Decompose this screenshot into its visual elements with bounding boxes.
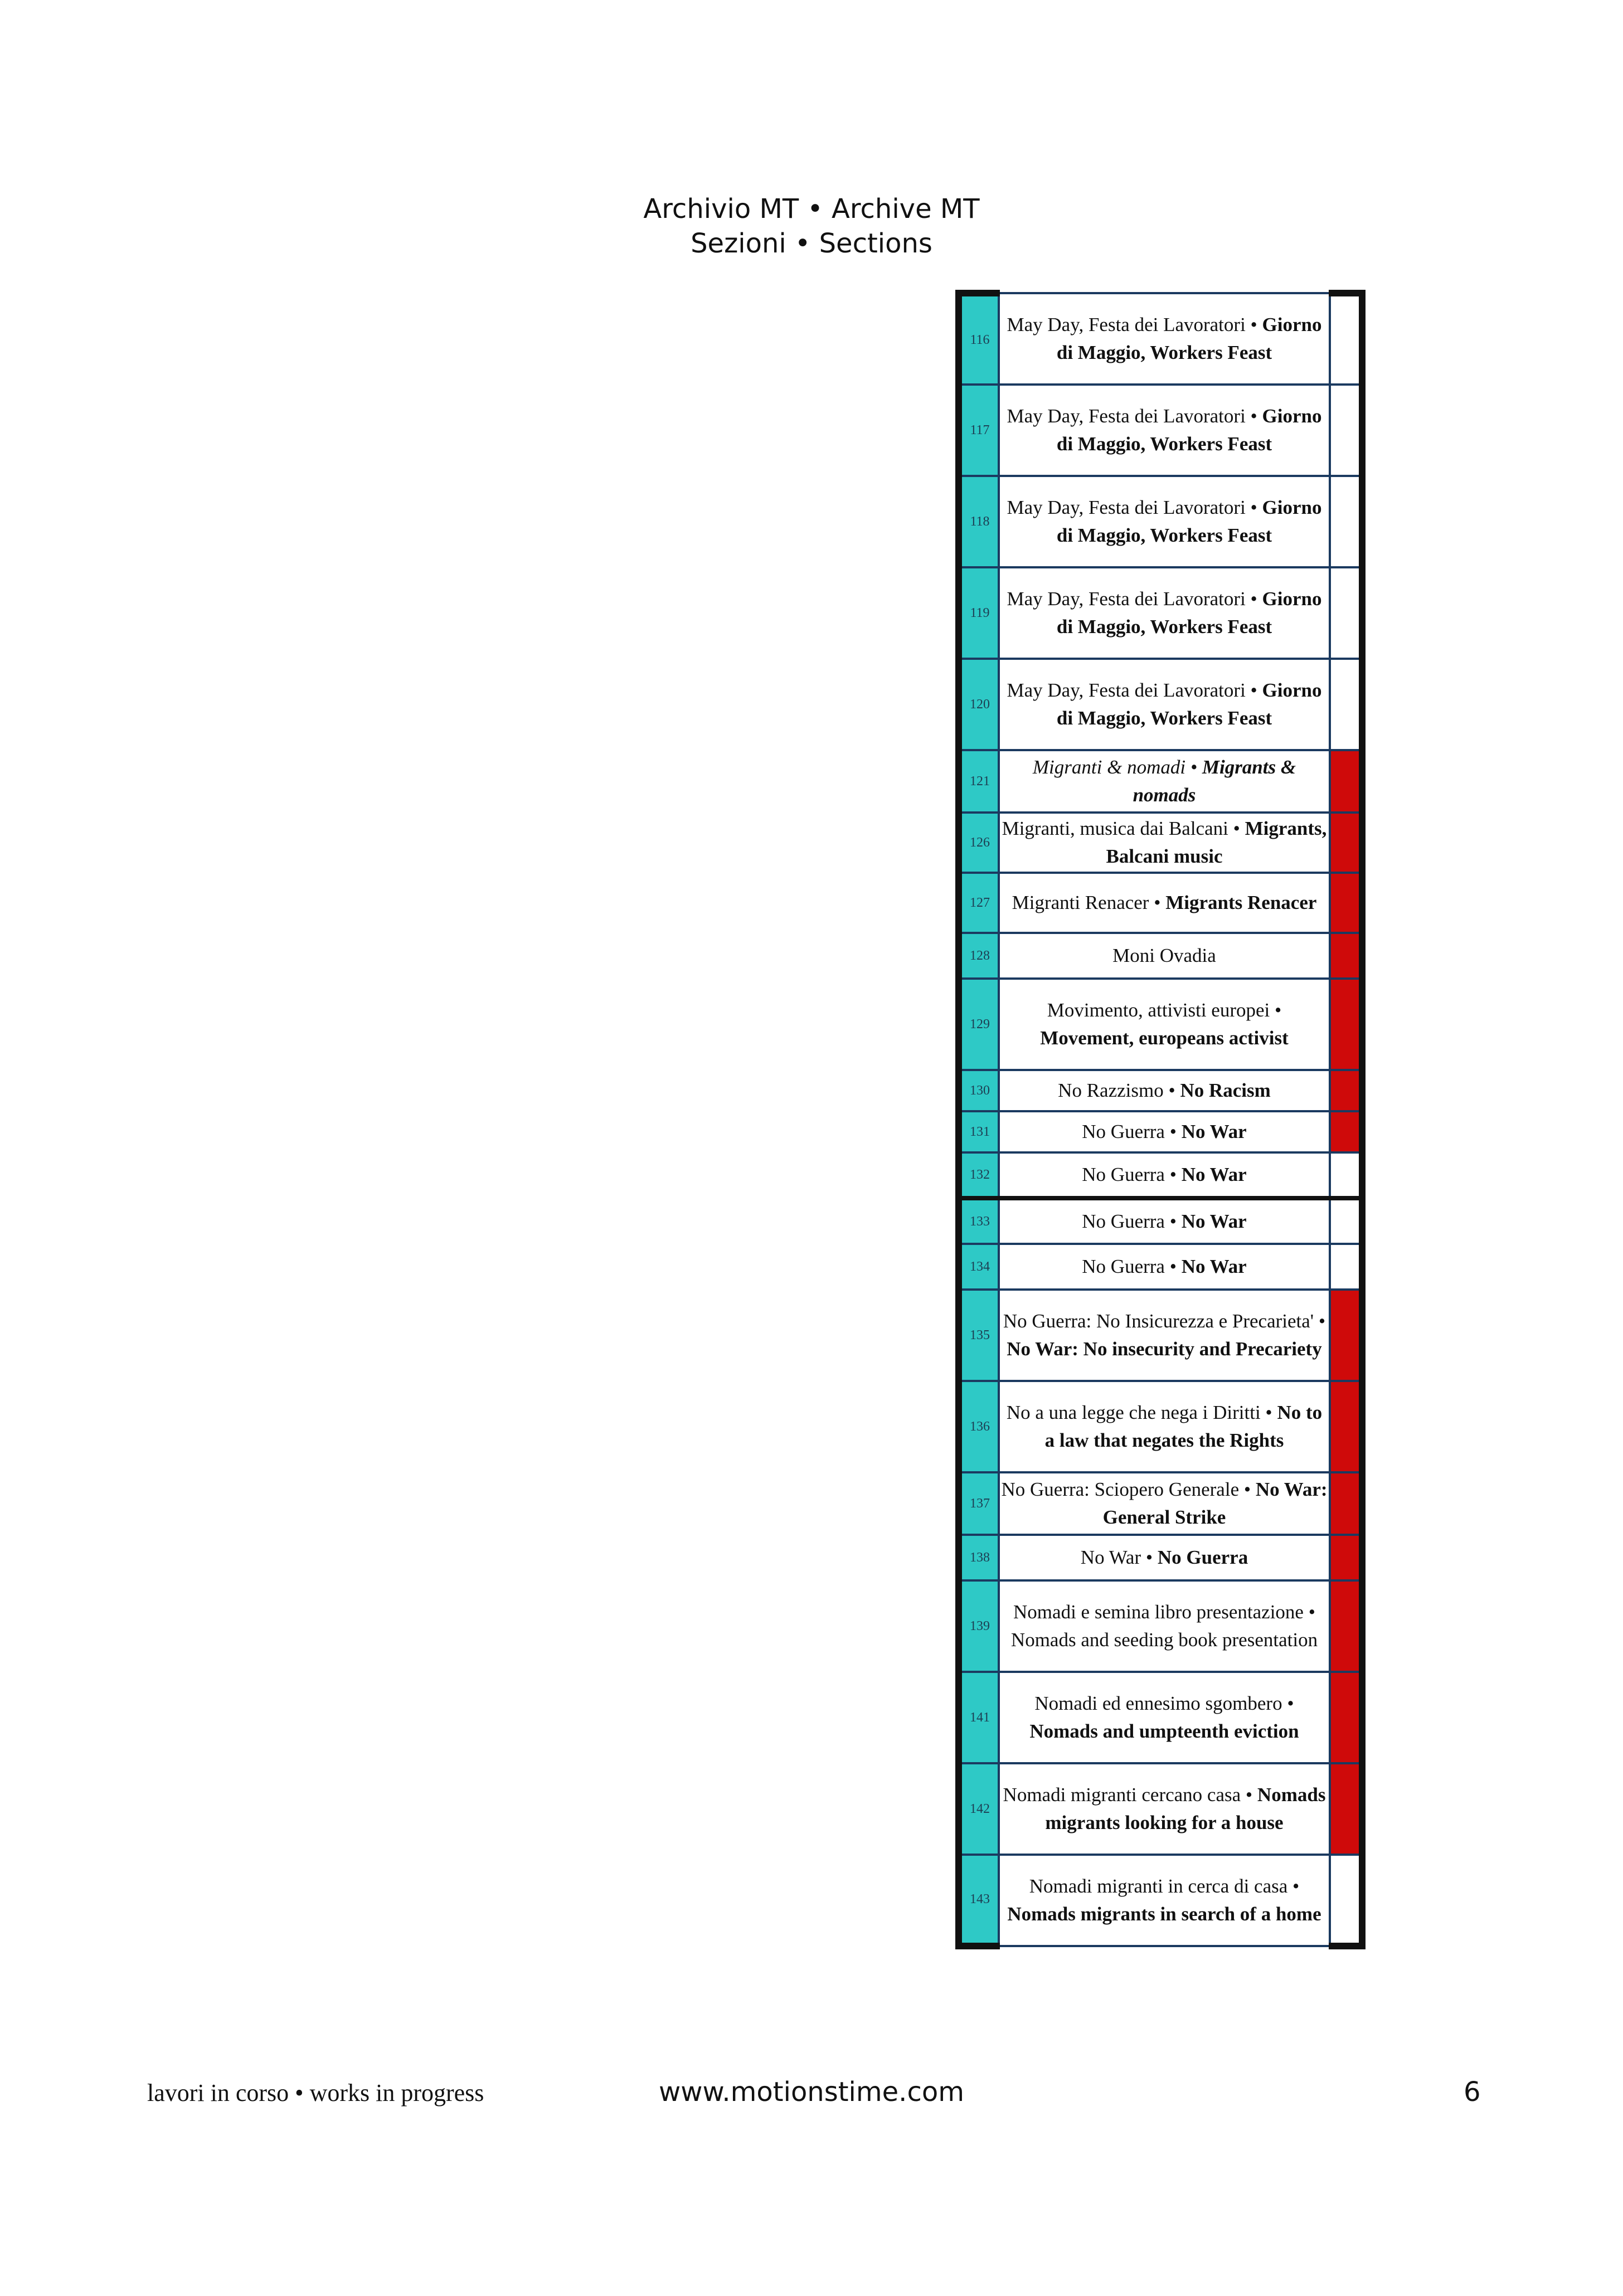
table-row bbox=[959, 873, 1362, 933]
section-number: 132 bbox=[959, 1152, 999, 1198]
section-title-italian: No Razzismo • bbox=[1058, 1079, 1180, 1101]
table-row bbox=[959, 1672, 1362, 1763]
table-row bbox=[959, 1580, 1362, 1672]
footer-website: www.motionstime.com bbox=[659, 2076, 964, 2108]
table-row bbox=[959, 1152, 1362, 1198]
section-number: 138 bbox=[959, 1535, 999, 1580]
section-title-italian: May Day, Festa dei Lavoratori • bbox=[1007, 588, 1262, 610]
section-number: 118 bbox=[959, 476, 999, 567]
table-row bbox=[959, 1535, 1362, 1580]
section-title-english: Migrants, Balcani music bbox=[1106, 818, 1327, 867]
section-title bbox=[999, 1672, 1330, 1763]
status-marker bbox=[1330, 933, 1362, 979]
status-marker bbox=[1330, 1535, 1362, 1580]
section-number: 137 bbox=[959, 1472, 999, 1535]
section-number: 117 bbox=[959, 385, 999, 476]
section-title-english: Nomads migrants looking for a house bbox=[1045, 1784, 1326, 1833]
section-title-italian: Movimento, attivisti europei • bbox=[1047, 999, 1282, 1021]
page-number: 6 bbox=[1464, 2076, 1481, 2108]
section-number: 134 bbox=[959, 1244, 999, 1290]
status-marker bbox=[1330, 873, 1362, 933]
table-row bbox=[959, 1855, 1362, 1946]
section-title bbox=[999, 933, 1330, 979]
table-row bbox=[959, 385, 1362, 476]
section-title-italian: No Guerra • bbox=[1082, 1121, 1182, 1142]
section-title-english: No War bbox=[1181, 1210, 1247, 1232]
section-title-italian: Nomadi ed ennesimo sgombero • bbox=[1034, 1692, 1294, 1714]
section-title bbox=[999, 750, 1330, 813]
section-title bbox=[999, 1198, 1330, 1244]
section-title-italian: Migranti Renacer • bbox=[1012, 892, 1166, 913]
status-marker bbox=[1330, 293, 1362, 385]
section-title-italian: No Guerra • bbox=[1082, 1164, 1182, 1185]
table-row bbox=[959, 293, 1362, 385]
section-number: 120 bbox=[959, 659, 999, 750]
section-title bbox=[999, 1290, 1330, 1381]
table-row bbox=[959, 1763, 1362, 1855]
section-title-english: No Guerra bbox=[1157, 1546, 1248, 1568]
status-marker bbox=[1330, 1472, 1362, 1535]
section-title-english: No Racism bbox=[1180, 1079, 1271, 1101]
section-number: 129 bbox=[959, 979, 999, 1070]
section-title-italian: Nomadi e semina libro presentazione • Nomads and seeding book presentation bbox=[1010, 1601, 1318, 1651]
section-title bbox=[999, 1535, 1330, 1580]
table-row bbox=[959, 933, 1362, 979]
section-title-italian: Nomadi migranti cercano casa • bbox=[1003, 1784, 1257, 1806]
header-title: Archivio MT • Archive MT bbox=[643, 193, 980, 225]
section-title-italian: May Day, Festa dei Lavoratori • bbox=[1007, 314, 1262, 335]
section-number: 121 bbox=[959, 750, 999, 813]
section-title bbox=[999, 1070, 1330, 1111]
section-title bbox=[999, 1763, 1330, 1855]
section-title bbox=[999, 1381, 1330, 1472]
section-title-italian: May Day, Festa dei Lavoratori • bbox=[1007, 405, 1262, 427]
section-title bbox=[999, 659, 1330, 750]
table-row bbox=[959, 1111, 1362, 1152]
table-row bbox=[959, 813, 1362, 873]
section-title-english: No War bbox=[1181, 1164, 1247, 1185]
status-marker bbox=[1330, 659, 1362, 750]
section-title bbox=[999, 1244, 1330, 1290]
table-row bbox=[959, 979, 1362, 1070]
section-title-english: Nomads migrants in search of a home bbox=[1007, 1903, 1321, 1925]
section-number: 139 bbox=[959, 1580, 999, 1672]
sections-table-body bbox=[959, 293, 1362, 1946]
section-title-english: Movement, europeans activist bbox=[1040, 1027, 1289, 1049]
section-number: 143 bbox=[959, 1855, 999, 1946]
section-title bbox=[999, 873, 1330, 933]
status-marker bbox=[1330, 1855, 1362, 1946]
section-title-italian: No Guerra: No Insicurezza e Precarieta' • bbox=[1003, 1310, 1326, 1332]
status-marker bbox=[1330, 1070, 1362, 1111]
section-number: 127 bbox=[959, 873, 999, 933]
section-number: 141 bbox=[959, 1672, 999, 1763]
section-title-italian: No Guerra • bbox=[1082, 1210, 1182, 1232]
status-marker bbox=[1330, 567, 1362, 659]
section-title-english: Giorno di Maggio, Workers Feast bbox=[1056, 405, 1322, 455]
table-row bbox=[959, 567, 1362, 659]
status-marker bbox=[1330, 1111, 1362, 1152]
status-marker bbox=[1330, 1290, 1362, 1381]
section-title-english: No War bbox=[1181, 1256, 1247, 1277]
section-number: 135 bbox=[959, 1290, 999, 1381]
section-title-english: No War: No insecurity and Precariety bbox=[1007, 1338, 1322, 1360]
section-title-english: Migrants Renacer bbox=[1165, 892, 1317, 913]
status-marker bbox=[1330, 1198, 1362, 1244]
status-marker bbox=[1330, 476, 1362, 567]
status-marker bbox=[1330, 1672, 1362, 1763]
status-marker bbox=[1330, 1152, 1362, 1198]
section-title bbox=[999, 1472, 1330, 1535]
section-number: 126 bbox=[959, 813, 999, 873]
footer-left-text: lavori in corso • works in progress bbox=[147, 2079, 484, 2107]
sections-table bbox=[955, 290, 1366, 1949]
status-marker bbox=[1330, 1580, 1362, 1672]
table-row bbox=[959, 1244, 1362, 1290]
section-title-italian: Migranti & nomadi • bbox=[1032, 756, 1202, 778]
table-row bbox=[959, 1381, 1362, 1472]
page-header bbox=[0, 192, 1623, 261]
section-title bbox=[999, 1855, 1330, 1946]
table-row bbox=[959, 476, 1362, 567]
section-number: 131 bbox=[959, 1111, 999, 1152]
section-number: 142 bbox=[959, 1763, 999, 1855]
section-title-italian: Nomadi migranti in cerca di casa • bbox=[1029, 1875, 1300, 1897]
section-title-english: No to a law that negates the Rights bbox=[1044, 1402, 1323, 1451]
section-title-english: Migrants & nomads bbox=[1133, 756, 1296, 806]
section-number: 133 bbox=[959, 1198, 999, 1244]
header-subtitle: Sezioni • Sections bbox=[691, 228, 932, 259]
section-title-english: Giorno di Maggio, Workers Feast bbox=[1056, 679, 1322, 729]
section-title-italian: No Guerra: Sciopero Generale • bbox=[1001, 1478, 1256, 1500]
section-title bbox=[999, 567, 1330, 659]
section-title bbox=[999, 1152, 1330, 1198]
status-marker bbox=[1330, 385, 1362, 476]
section-title-english: Giorno di Maggio, Workers Feast bbox=[1056, 314, 1322, 363]
section-title-italian: Migranti, musica dai Balcani • bbox=[1002, 818, 1245, 839]
section-title-italian: No War • bbox=[1080, 1546, 1158, 1568]
section-number: 130 bbox=[959, 1070, 999, 1111]
section-title-italian: No a una legge che nega i Diritti • bbox=[1006, 1402, 1277, 1423]
section-title-english: No War: General Strike bbox=[1102, 1478, 1328, 1528]
section-title bbox=[999, 1580, 1330, 1672]
section-title bbox=[999, 979, 1330, 1070]
section-number: 116 bbox=[959, 293, 999, 385]
status-marker bbox=[1330, 1381, 1362, 1472]
section-number: 136 bbox=[959, 1381, 999, 1472]
table-row bbox=[959, 659, 1362, 750]
section-title bbox=[999, 476, 1330, 567]
section-title-italian: May Day, Festa dei Lavoratori • bbox=[1007, 497, 1262, 518]
section-title bbox=[999, 385, 1330, 476]
section-title-italian: Moni Ovadia bbox=[1112, 945, 1216, 966]
table-row bbox=[959, 750, 1362, 813]
status-marker bbox=[1330, 979, 1362, 1070]
section-title-english: No War bbox=[1181, 1121, 1247, 1142]
section-title-italian: No Guerra • bbox=[1082, 1256, 1182, 1277]
section-title bbox=[999, 813, 1330, 873]
section-title-english: Giorno di Maggio, Workers Feast bbox=[1056, 588, 1322, 638]
section-title bbox=[999, 1111, 1330, 1152]
table-row bbox=[959, 1198, 1362, 1244]
table-row bbox=[959, 1070, 1362, 1111]
section-title-english: Nomads and umpteenth eviction bbox=[1029, 1720, 1299, 1742]
status-marker bbox=[1330, 813, 1362, 873]
table-row bbox=[959, 1290, 1362, 1381]
status-marker bbox=[1330, 750, 1362, 813]
section-number: 119 bbox=[959, 567, 999, 659]
section-title-italian: May Day, Festa dei Lavoratori • bbox=[1007, 679, 1262, 701]
status-marker bbox=[1330, 1244, 1362, 1290]
section-title bbox=[999, 293, 1330, 385]
section-title-english: Giorno di Maggio, Workers Feast bbox=[1056, 497, 1322, 546]
status-marker bbox=[1330, 1763, 1362, 1855]
section-number: 128 bbox=[959, 933, 999, 979]
table-row bbox=[959, 1472, 1362, 1535]
